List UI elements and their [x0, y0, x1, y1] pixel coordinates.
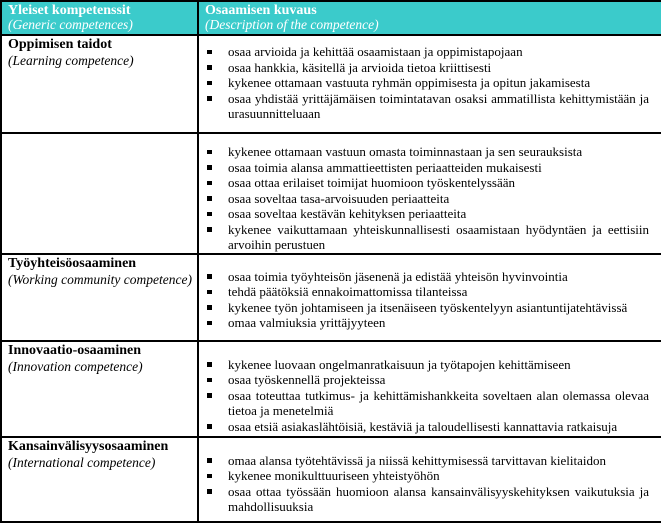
bullet-list: [199, 453, 661, 515]
bullet-item: kykenee työn johtamiseen ja itsenäiseen työskentelyyn asiantuntijatehtävissä: [199, 300, 661, 316]
competence-title: Työyhteisöosaaminen: [8, 255, 137, 271]
header-title: Osaamisen kuvaus: [205, 3, 317, 18]
competence-subtitle: (Working community competence): [8, 271, 192, 287]
bullet-item: osaa toimia alansa ammattieettisten periaatteiden mukaisesti: [199, 160, 661, 176]
bullet-item: omaa valmiuksia yrittäjyyteen: [199, 315, 661, 331]
bullet-item: osaa toteuttaa tutkimus- ja kehittämishankkeita soveltaen alan olemassa olevaa tietoa ja menetelmiä: [199, 388, 661, 419]
bullet-item: osaa etsiä asiakaslähtöisiä, kestäviä ja taloudellisesti kannattavia ratkaisuja: [199, 419, 661, 435]
bullet-item: kykenee ottamaan vastuuta ryhmän oppimisesta ja opitun jakamisesta: [199, 75, 661, 91]
competence-subtitle: (Innovation competence): [8, 358, 143, 374]
competence-title: Kansainvälisyysosaaminen: [8, 438, 169, 454]
competence-description-cell: [198, 133, 661, 254]
competence-subtitle: (International competence): [8, 454, 156, 470]
table-row: [1, 133, 661, 254]
bullet-item: osaa hankkia, käsitellä ja arvioida tietoa kriittisesti: [199, 60, 661, 76]
bullet-item: osaa soveltaa kestävän kehityksen periaatteita: [199, 206, 661, 222]
competence-label-cell: [1, 254, 198, 341]
bullet-item: osaa työskennellä projekteissa: [199, 372, 661, 388]
competence-description-cell: [198, 341, 661, 437]
bullet-item: kykenee ottamaan vastuun omasta toiminnastaan ja sen seurauksista: [199, 144, 661, 160]
bullet-item: osaa ottaa työssään huomioon alansa kansainvälisyyskehityksen vaikutuksia ja mahdollisuuksia: [199, 484, 661, 515]
competence-description-cell: [198, 35, 661, 133]
header-subtitle: (Description of the competence): [205, 17, 379, 32]
bullet-item: osaa soveltaa tasa-arvoisuuden periaatteita: [199, 191, 661, 207]
bullet-item: osaa toimia työyhteisön jäsenenä ja edistää yhteisön hyvinvointia: [199, 269, 661, 285]
competence-description-cell: [198, 437, 661, 522]
header-cell-competence-description: [198, 1, 661, 35]
competence-title: Innovaatio-osaaminen: [8, 342, 142, 358]
bullet-item: omaa alansa työtehtävissä ja niissä kehittymisessä tarvittavan kielitaidon: [199, 453, 661, 469]
competence-subtitle: (Learning competence): [8, 53, 134, 68]
bullet-item: kykenee monikulttuuriseen yhteistyöhön: [199, 468, 661, 484]
header-title: Yleiset kompetenssit: [8, 3, 131, 18]
table-row: [1, 254, 661, 341]
bullet-item: osaa arvioida ja kehittää osaamistaan ja oppimistapojaan: [199, 44, 661, 60]
competence-description-cell: [198, 254, 661, 341]
bullet-item: osaa ottaa erilaiset toimijat huomioon työskentelyssään: [199, 175, 661, 191]
table-row: [1, 437, 661, 522]
table-row: [1, 341, 661, 437]
bullet-list: [199, 357, 661, 435]
table-header: [1, 1, 661, 35]
competence-title: Oppimisen taidot: [8, 37, 112, 52]
header-subtitle: (Generic competences): [8, 17, 133, 32]
bullet-item: tehdä päätöksiä ennakoimattomissa tilanteissa: [199, 284, 661, 300]
competence-label-cell: [1, 341, 198, 437]
bullet-list: [199, 269, 661, 331]
bullet-item: kykenee luovaan ongelmanratkaisuun ja työtapojen kehittämiseen: [199, 357, 661, 373]
header-row: [1, 1, 661, 35]
competence-label-cell: [1, 437, 198, 522]
competence-label-cell: [1, 35, 198, 133]
bullet-list: [199, 44, 661, 122]
bullet-list: [199, 144, 661, 253]
table-row: [1, 35, 661, 133]
table-body: [1, 35, 661, 522]
bullet-item: osaa yhdistää yrittäjämäisen toimintatavan osaksi ammatillista kehittymistään ja urasuunnitteluaan: [199, 91, 661, 122]
competence-label-cell: [1, 133, 198, 254]
header-cell-generic-competences: [1, 1, 198, 35]
bullet-item: kykenee vaikuttamaan yhteiskunnallisesti osaamistaan hyödyntäen ja eettisiin arvoihin perustuen: [199, 222, 661, 253]
